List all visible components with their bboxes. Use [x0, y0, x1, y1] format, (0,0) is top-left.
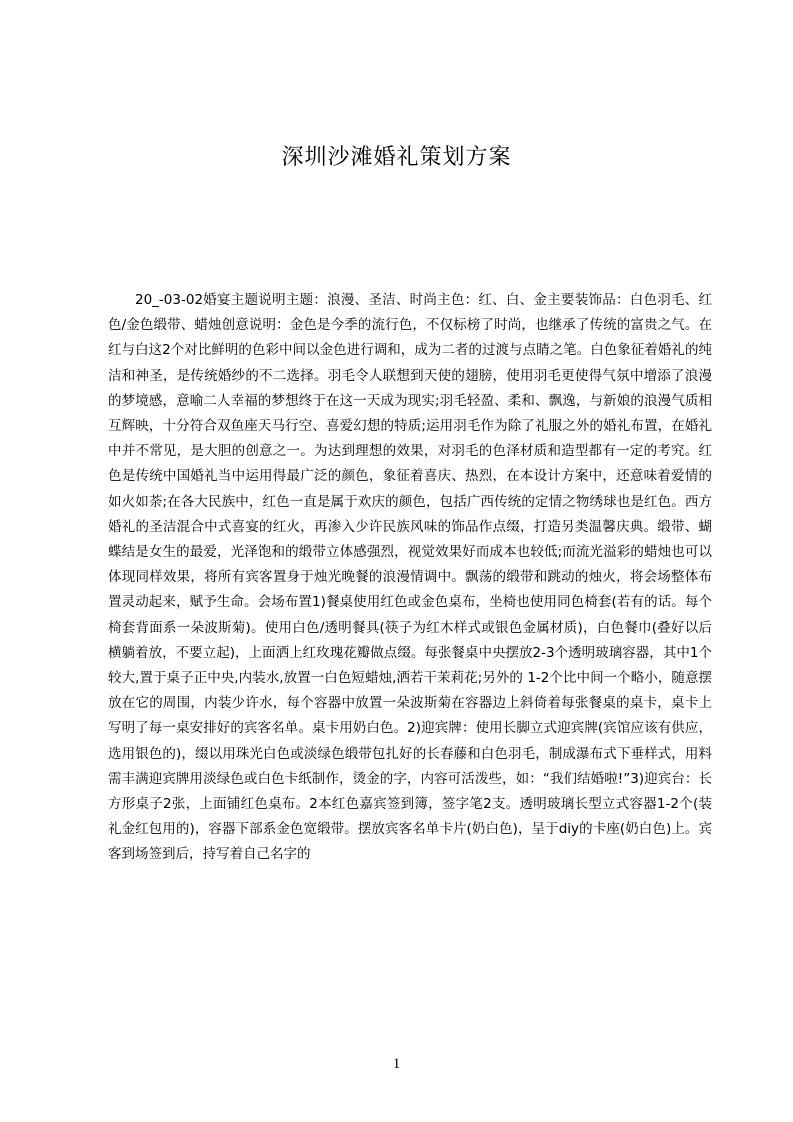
page-number: 1 — [392, 1056, 401, 1072]
document-title: 深圳沙滩婚礼策划方案 — [281, 145, 512, 170]
document-body-paragraph: 20_-03-02婚宴主题说明主题：浪漫、圣洁、时尚主色：红、白、金主要装饰品：白色羽毛、红色/金色缎带、蜡烛创意说明：金色是今季的流行色，不仅标榜了时尚，也继承了传统的富贵之气。在红与白这2个对比鲜明的色彩中间以金色进行调和，成为二者的过渡与点睛之笔。白色象征着婚礼的纯洁和神圣，是传统婚纱的不二选择。羽毛令人联想到天使的翅膀，使用羽毛更使得气氛中增添了浪漫的梦境感，意喻二人幸福的梦想终于在这一天成为现实;羽毛轻盈、柔和、飘逸，与新娘的浪漫气质相互辉映，十分符合双鱼座天马行空、喜爱幻想的特质;运用羽毛作为除了礼服之外的婚礼布置，在婚礼中并不常见，是大胆的创意之一。为达到理想的效果，对羽毛的色泽材质和造型都有一定的考究。红色是传统中国婚礼当中运用得最广泛的颜色，象征着喜庆、热烈，在本设计方案中，还意味着爱情的如火如荼;在各大民族中，红色一直是属于欢庆的颜色，包括广西传统的定情之物绣球也是红色。西方婚礼的圣洁混合中式喜宴的红火，再渗入少许民族风味的饰品作点缀，打造另类温馨庆典。缎带、蝴蝶结是女生的最爱，光泽饱和的缎带立体感强烈，视觉效果好而成本也较低;而流光溢彩的蜡烛也可以体现同样效果，将所有宾客置身于烛光晚餐的浪漫情调中。飘荡的缎带和跳动的烛火，将会场整体布置灵动起来，赋予生命。会场布置1)餐桌使用红色或金色桌布，坐椅也使用同色椅套(若有的话。每个椅套背面系一朵波斯菊)。使用白色/透明餐具(筷子为红木样式或银色金属材质)，白色餐巾(叠好以后横躺着放，不要立起)，上面洒上红玫瑰花瓣做点缀。每张餐桌中央摆放2-3个透明玻璃容器，其中1个较大,置于桌子正中央,内装水,放置一白色短蜡烛,洒若干茉莉花;另外的 1-2个比中间一个略小，随意摆放在它的周围，内装少许水，每个容器中放置一朵波斯菊在容器边上斜倚着每张餐桌的桌卡，桌卡上写明了每一桌安排好的宾客名单。桌卡用奶白色。2)迎宾牌：使用长脚立式迎宾牌(宾馆应该有供应，选用银色的)，缀以用珠光白色或淡绿色缎带包扎好的长春藤和白色羽毛，制成瀑布式下垂样式，用料需丰满迎宾牌用淡绿色或白色卡纸制作，烫金的字，内容可活泼些，如：“我们结婚啦!”3)迎宾台：长方形桌子2张，上面铺红色桌布。2本红色嘉宾签到簿，签字笔2支。透明玻璃长型立式容器1-2个(装礼金红包用的)，容器下部系金色宽缎带。摆放宾客名单卡片(奶白色)，呈于diy的卡座(奶白色)上。宾客到场签到后，持写着自己名字的 — [108, 292, 712, 863]
